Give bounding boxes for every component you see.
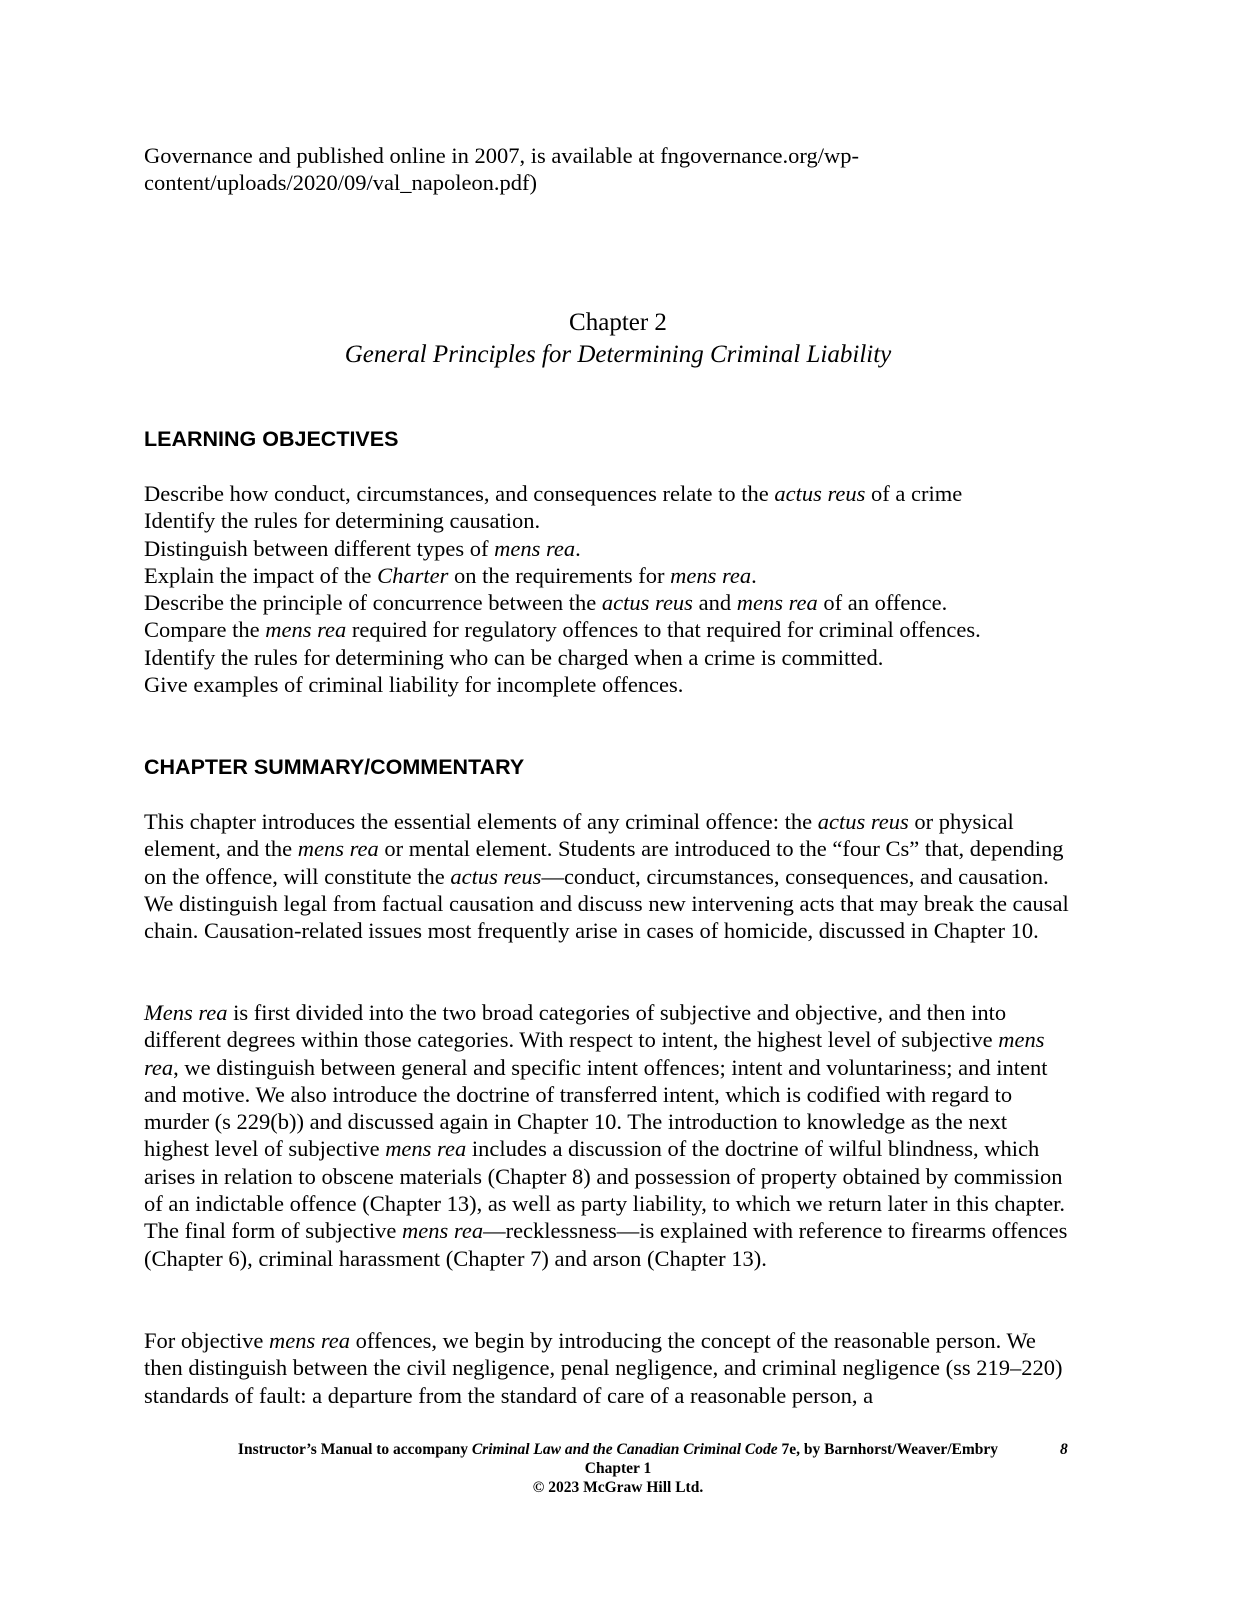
chapter-summary-heading: CHAPTER SUMMARY/COMMENTARY	[144, 755, 525, 779]
italic-term: mens rea	[670, 562, 752, 588]
italic-term: actus reus	[601, 590, 693, 616]
summary-paragraph: Mens rea is first divided into the two broad categories of subjective and objective, and then into different degrees within those categories. With respect to intent, the highest level of subjective mens rea, we distinguish between general and specific intent offences; intent and voluntariness; and intent and motive. We also introduce the doctrine of transferred intent, which is codified with regard to murder (s 229(b)) and discussed again in Chapter 10. The introduction to knowledge as the next highest level of subjective mens rea includes a discussion of the doctrine of wilful blindness, which arises in relation to obscene materials (Chapter 8) and possession of property obtained by commission of an indictable offence (Chapter 13), as well as party liability, to which we return later in this chapter. The final form of subjective mens rea—recklessness—is explained with reference to firearms offences (Chapter 6), criminal harassment (Chapter 7) and arson (Chapter 13).	[144, 1000, 1068, 1271]
objective-item: Give examples of criminal liability for incomplete offences.	[144, 672, 684, 698]
summary-paragraph: This chapter introduces the essential elements of any criminal offence: the actus reus or physical element, and the mens rea or mental element. Students are introduced to the “four Cs” that, depending on the offence, will constitute the actus reus—conduct, circumstances, consequences, and causation. We distinguish legal from factual causation and discuss new intervening acts that may break the causal chain. Causation-related issues most frequently arise in cases of homicide, discussed in Chapter 10.	[144, 809, 1069, 944]
chapter-heading	[0, 307, 1236, 371]
footer-chapter: Chapter 1	[584, 1460, 652, 1477]
italic-term: Charter	[377, 562, 449, 588]
learning-objectives-list	[144, 480, 1104, 698]
chapter-title: General Principles for Determining Criminal Liability	[344, 341, 892, 368]
continued-paragraph: Governance and published online in 2007, is available at fngovernance.org/wp-content/uploads/2020/09/val_napoleon.pdf)	[144, 143, 859, 196]
italic-term: mens rea	[736, 590, 818, 616]
objective-item: Identify the rules for determining who can be charged when a crime is committed.	[144, 644, 884, 670]
footer-prefix: Instructor’s Manual to accompany	[237, 1441, 472, 1458]
footer-copyright: © 2023 McGraw Hill Ltd.	[532, 1479, 704, 1496]
italic-term: actus reus	[450, 863, 542, 889]
footer-suffix: 7e, by Barnhorst/Weaver/Embry	[777, 1441, 999, 1458]
footer-citation	[0, 1440, 1236, 1459]
footer-book-title: Criminal Law and the Canadian Criminal Code	[471, 1441, 778, 1458]
italic-term: mens rea	[144, 1027, 1045, 1080]
objective-item: Identify the rules for determining causation.	[144, 508, 541, 534]
learning-objectives-heading: LEARNING OBJECTIVES	[144, 427, 399, 451]
italic-term: mens rea	[402, 1218, 484, 1244]
italic-term: actus reus	[817, 809, 909, 834]
italic-term: Mens rea	[144, 1000, 228, 1025]
italic-term: mens rea	[494, 535, 576, 561]
objective-item: Compare the mens rea required for regulatory offences to that required for criminal offences.	[144, 617, 981, 643]
objective-item: Describe the principle of concurrence between the actus reus and mens rea of an offence.	[144, 590, 948, 616]
italic-term: mens rea	[297, 836, 379, 862]
chapter-number: Chapter 2	[569, 309, 667, 336]
italic-term: mens rea	[385, 1136, 467, 1162]
italic-term: mens rea	[268, 1328, 351, 1353]
page-footer	[0, 1440, 1236, 1497]
objective-item: Explain the impact of the Charter on the requirements for mens rea.	[144, 562, 757, 588]
page-number: 8	[1060, 1441, 1068, 1458]
italic-term: actus reus	[774, 481, 866, 506]
objective-item: Describe how conduct, circumstances, and consequences relate to the actus reus of a crime	[144, 481, 963, 506]
summary-paragraph: For objective mens rea offences, we begin by introducing the concept of the reasonable person. We then distinguish between the civil negligence, penal negligence, and criminal negligence (ss 219–220) standards of fault: a departure from the standard of care of a reasonable person, a	[144, 1328, 1063, 1408]
objective-item: Distinguish between different types of mens rea.	[144, 535, 581, 561]
italic-term: mens rea	[265, 617, 347, 643]
